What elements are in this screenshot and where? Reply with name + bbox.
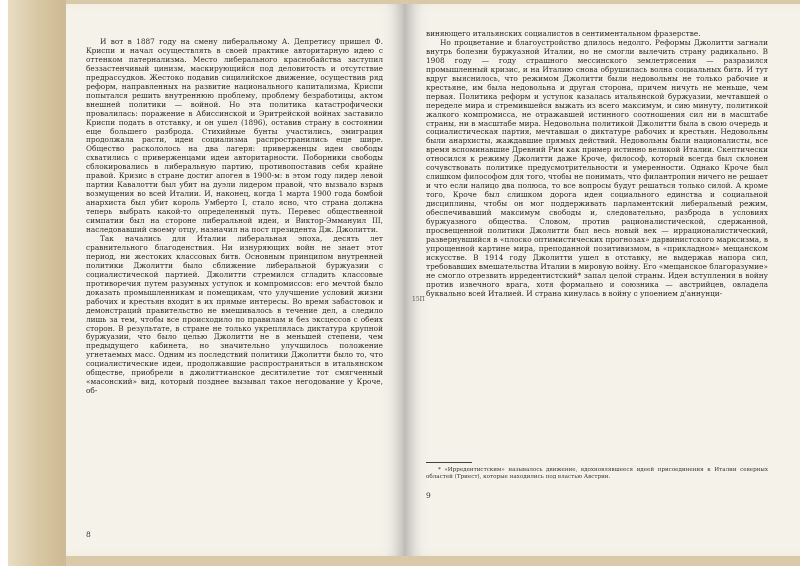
footnote-divider [426,462,472,463]
page-number: 8 [86,530,91,539]
left-page-text [86,38,383,396]
paragraph: виняющего итальянских социалистов в сентиментальном фразерстве. [426,29,701,38]
book-cover-edge [0,0,66,566]
margin-stamp: 15П [412,296,425,303]
paragraph: Но процветание и благоустройство длилось недолго. Реформы Джолитти загнали внутрь болезни буржуазной Италии, но не смогли вылечить страну радикально. В 1908 году — году страшного мессинского землетрясения — разразился промышленный кризис, и на Италию снова обрушилась волна социальных битв. И тут вдруг выяснилось, что режимом Джолитти были недовольны не только рабочие и крестьяне, им была недовольна и другая сторона, причем ничуть не меньше, чем первая. Политика реформ и уступок казалась итальянской буржуазии, мечтавшей о переделе мира и стремившейся выжать из всего максимум, и сию минуту, политикой жалкого компромисса, не отражавшей истинного соотношения сил ни в масштабе страны, ни в масштабе мира. Недовольна политикой Джолитти была в свою очередь и социалистическая партия, мечтавшая о диктатуре рабочих и крестьян. Недовольны были анархисты, жаждавшие прямых действий. Недовольны были националисты, все время вспоминавшие Древний Рим как пример истинно великой Италии. Скептически относился к режиму Джолитти даже Кроче, философ, который всегда был склонен сочувствовать политике предусмотрительности и умеренности. Однако Кроче был слишком философом для того, чтобы не понимать, что филантропия ничего не решает и что если налицо два полюса, то все вопросы будут решаться только силой. А кроме того, Кроче был слишком дорога идея социального единства и социальной дисциплины, чтобы он мог поддерживать парламентский либеральный режим, обеспечивавший максимум свободы и, следовательно, разброда в условиях буржуазного общества. Словом, против рационалистической, сдержанной, просвещенной политики Джолитти был весь новый век — иррационалистический, развернувшийся в «плоско оптимистических прогнозах» дарвинистского марксизма, в упрощенной картине мира, преподанной позитивизмом, в «прикладном» мещанском искусстве. В 1914 году Джолитти ушел в отставку, не выдержав напора сил, требовавших вмешательства Италии в мировую войну. Его «мещанское благоразумие» не смогло отрезвить ирредентистский* запал целой страны. Идея вступления в войну против извечного врага, хотя формально и союзника — австрийцев, овладела буквально всей Италией. И страна кинулась в войну с упоением д'аннунци- [426,37,768,298]
page-number: 9 [426,491,431,500]
paragraph: И вот в 1887 году на смену либеральному А. Депретису пришел Ф. Криспи и начал осуществлять в своей практике авторитарную идею с оттенком патернализма. Место либерального краснобайства заступил беззастенчивый цинизм, маскирующийся под деловитость и отсутствие предрассудков. Жестоко подавив сицилийское движение, осуществив ряд реформ, направленных на развитие национального капитализма, Криспи попытался решить внутреннюю проблему, проблему безработицы, актом внешней политики — войной. Но эта политика катастрофически провалилась: поражение в Абиссинской и Эритрейской войнах заставило Криспи подать в отставку, и он ушел (1896), оставив страну в состоянии еще большего разброда. Стихийные бунты участились, эмиграция продолжала расти, идеи социализма распространились еще шире. Общество раскололось на два лагеря: приверженцы идеи свободы схватились с приверженцами идеи авторитарности. Поборники свободы сблокировались в либеральную партию, противопоставив себя крайне правой. Кризис в стране достиг апогея в 1900-м: в этом году лидер левой партии Кавалотти был убит на дуэли лидером правой, что вызвало взрыв возмущения во всей Италии. И, наконец, когда 1 марта 1900 года бомбой анархиста был убит король Умберто I, стало ясно, что страна должна теперь выбрать какой-то определенный путь. Перевес общественной симпатии был на стороне либеральной идеи, и Виктор-Эммануил III, наследовавший своему отцу, назначил на пост президента Дж. Джолитти. [86,37,383,235]
right-page-text [426,30,768,299]
right-page [404,4,800,556]
paragraph: Так начались для Италии либеральная эпоха, десять лет сравнительного благоденствия. Ни изнуряющих войн не знает этот период, ни жестоких классовых битв. Основным принципом внутренней политики Джолитти было сближение либеральной буржуазии с социалистической партией. Джолитти стремился сгладить классовые противоречия путем разумных уступок и компромиссов: его мечтой было доказать промышленникам и помещикам, что улучшение условий жизни рабочих и крестьян входит в их прямые интересы. Во время забастовок и демонстраций правительство не вмешивалось в течение дел, а следило лишь за тем, чтобы все происходило по правилам и без эксцессов с обеих сторон. В результате, в стране не только укреплялась диктатура крупной буржуазии, что было целью Джолитти не в меньшей степени, чем предыдущего кабинета, но значительно улучшилось положение угнетаемых масс. Одним из последствий политики Джолитти было то, что социалистические идеи, продолжавшие распространяться в итальянском обществе, приобрели в джолиттианское десятилетие тот смягченный «масонский» вид, который позднее вызывал такое негодование у Кроче, об- [86,233,383,396]
footnote: * «Ирредентистским» называлось движение, вдохновлявшееся идеей присоединения к Италии северных областей (Триест), которые находились под властью Австрии. [426,467,768,481]
left-page [66,4,406,556]
